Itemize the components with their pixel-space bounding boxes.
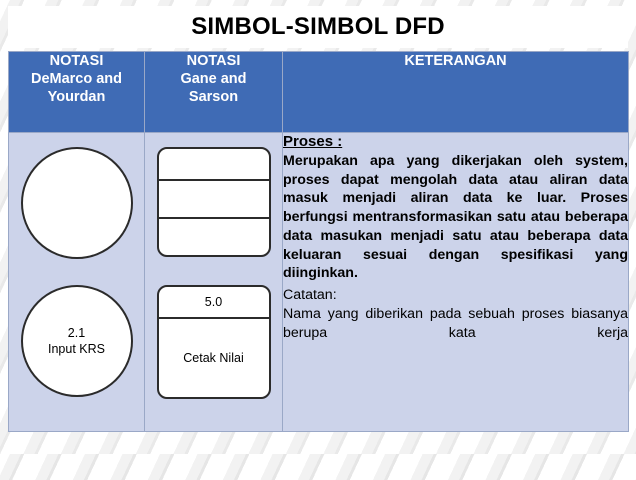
description-note-label: Catatan: [283, 287, 337, 304]
gane-box-blank-head [159, 149, 269, 181]
header-demarco-line3: Yourdan [47, 89, 106, 106]
cell-demarco-notation [9, 133, 145, 432]
header-demarco-line1: NOTASI [49, 53, 104, 69]
demarco-process-circle-labeled [21, 285, 133, 397]
header-keterangan-line1: KETERANGAN [404, 53, 507, 69]
page-title: SIMBOL-SIMBOL DFD [191, 13, 445, 40]
header-cell-keterangan [283, 52, 629, 133]
gane-box-blank-body [159, 219, 269, 257]
title-bar [8, 6, 628, 48]
cell-keterangan-description [283, 133, 629, 432]
table-body [9, 133, 629, 432]
header-gane-line2: Gane and [180, 71, 247, 88]
gane-box-blank-mid [159, 181, 269, 219]
cell-gane-notation [145, 133, 283, 432]
description-title: Proses : [283, 133, 343, 150]
header-cell-gane [145, 52, 283, 133]
header-cell-demarco [9, 52, 145, 133]
table-header-row [9, 52, 629, 133]
gane-process-box-labeled [157, 285, 271, 399]
gane-box-number: 5.0 [159, 287, 269, 319]
table-row [9, 133, 629, 432]
gane-box-name: Cetak Nilai [183, 351, 244, 365]
table-header [9, 52, 629, 133]
demarco-process-circle-blank [21, 147, 133, 259]
header-gane-line1: NOTASI [186, 53, 241, 69]
header-demarco-line2: DeMarco and [30, 71, 123, 88]
header-gane-line3: Sarson [188, 89, 239, 106]
dfd-symbols-table [8, 51, 629, 432]
description-note: Nama yang diberikan pada sebuah proses biasanya berupa kata kerja [283, 305, 628, 341]
gane-process-box-blank [157, 147, 271, 257]
demarco-circle-number: 2.1 [67, 325, 86, 340]
description-body: Merupakan apa yang dikerjakan oleh system, proses dapat mengolah data atau aliran data masuk menjadi aliran data ke luar. Proses berfungsi mentransformasikan satu atau beberapa data masukan menjadi satu atau beberapa data keluaran sesuai dengan spesifikasi yang diinginkan. [283, 153, 628, 282]
bottom-decorative-strip [0, 454, 636, 480]
demarco-circle-name: Input KRS [48, 342, 105, 356]
